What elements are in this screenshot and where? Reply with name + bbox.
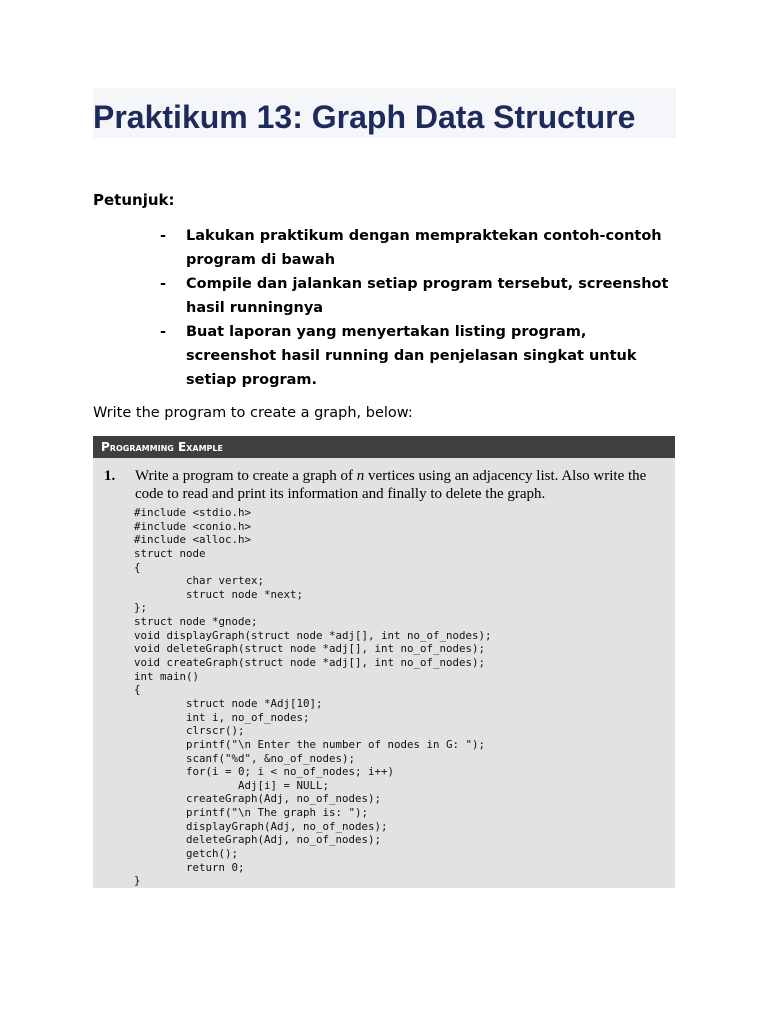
code-line: #include <stdio.h>: [134, 506, 252, 519]
code-line: printf("\n The graph is: ");: [134, 806, 369, 820]
code-line: };: [134, 601, 148, 615]
code-line: #include <conio.h>: [134, 519, 252, 533]
instruction-item: [160, 272, 680, 320]
code-line: int main(): [134, 669, 200, 683]
bullet-dash: -: [160, 228, 167, 244]
code-line: createGraph(Adj, no_of_nodes);: [134, 792, 382, 806]
code-line: void displayGraph(struct node *adj[], int no_of_nodes);: [134, 628, 492, 642]
example-description-part: Write a program to create a graph of: [135, 468, 357, 484]
code-line: getch();: [134, 847, 239, 861]
example-description: [135, 467, 669, 503]
code-line: }: [134, 874, 141, 888]
code-line: char vertex;: [134, 574, 265, 588]
code-line: deleteGraph(Adj, no_of_nodes);: [134, 833, 382, 847]
example-number: 1.: [104, 468, 116, 484]
programming-example-header: Programming Example: [93, 436, 675, 458]
bullet-dash: -: [160, 324, 167, 340]
code-line: {: [134, 683, 141, 697]
programming-example-box: [93, 436, 675, 888]
page-title: Praktikum 13: Graph Data Structure: [93, 99, 636, 135]
code-line: struct node *Adj[10];: [134, 696, 323, 710]
instruction-item: [160, 224, 680, 272]
instruction-text: Buat laporan yang menyertakan listing program, screenshot hasil running dan penjelasan singkat untuk setiap program.: [186, 324, 637, 388]
instruction-text: Lakukan praktikum dengan mempraktekan contoh-contoh program di bawah: [186, 228, 662, 268]
code-line: displayGraph(Adj, no_of_nodes);: [134, 819, 388, 833]
code-line: Adj[i] = NULL;: [134, 778, 330, 792]
code-listing: [134, 506, 492, 888]
instructions-list: [160, 224, 680, 392]
code-line: struct node: [134, 546, 206, 560]
instructions-heading: Petunjuk:: [93, 191, 175, 209]
code-line: scanf("%d", &no_of_nodes);: [134, 751, 356, 765]
code-line: void deleteGraph(struct node *adj[], int no_of_nodes);: [134, 642, 486, 656]
code-line: return 0;: [134, 860, 245, 874]
code-line: int i, no_of_nodes;: [134, 710, 310, 724]
code-line: struct node *next;: [134, 587, 304, 601]
instruction-text: Compile dan jalankan setiap program tersebut, screenshot hasil runningnya: [186, 276, 669, 316]
code-line: printf("\n Enter the number of nodes in G: ");: [134, 737, 486, 751]
example-description-variable: n: [356, 468, 365, 484]
example-description-part: vertices using an adjacency list. Also write the code to read and print its information and finally to delete the graph.: [135, 468, 647, 502]
bullet-dash: -: [160, 276, 167, 292]
code-line: clrscr();: [134, 724, 245, 738]
code-line: #include <alloc.h>: [134, 533, 252, 547]
instruction-item: [160, 320, 680, 392]
code-line: void createGraph(struct node *adj[], int no_of_nodes);: [134, 656, 486, 670]
code-line: {: [134, 560, 141, 574]
code-line: struct node *gnode;: [134, 615, 258, 629]
intro-text: Write the program to create a graph, below:: [93, 405, 413, 421]
code-line: for(i = 0; i < no_of_nodes; i++): [134, 765, 395, 779]
